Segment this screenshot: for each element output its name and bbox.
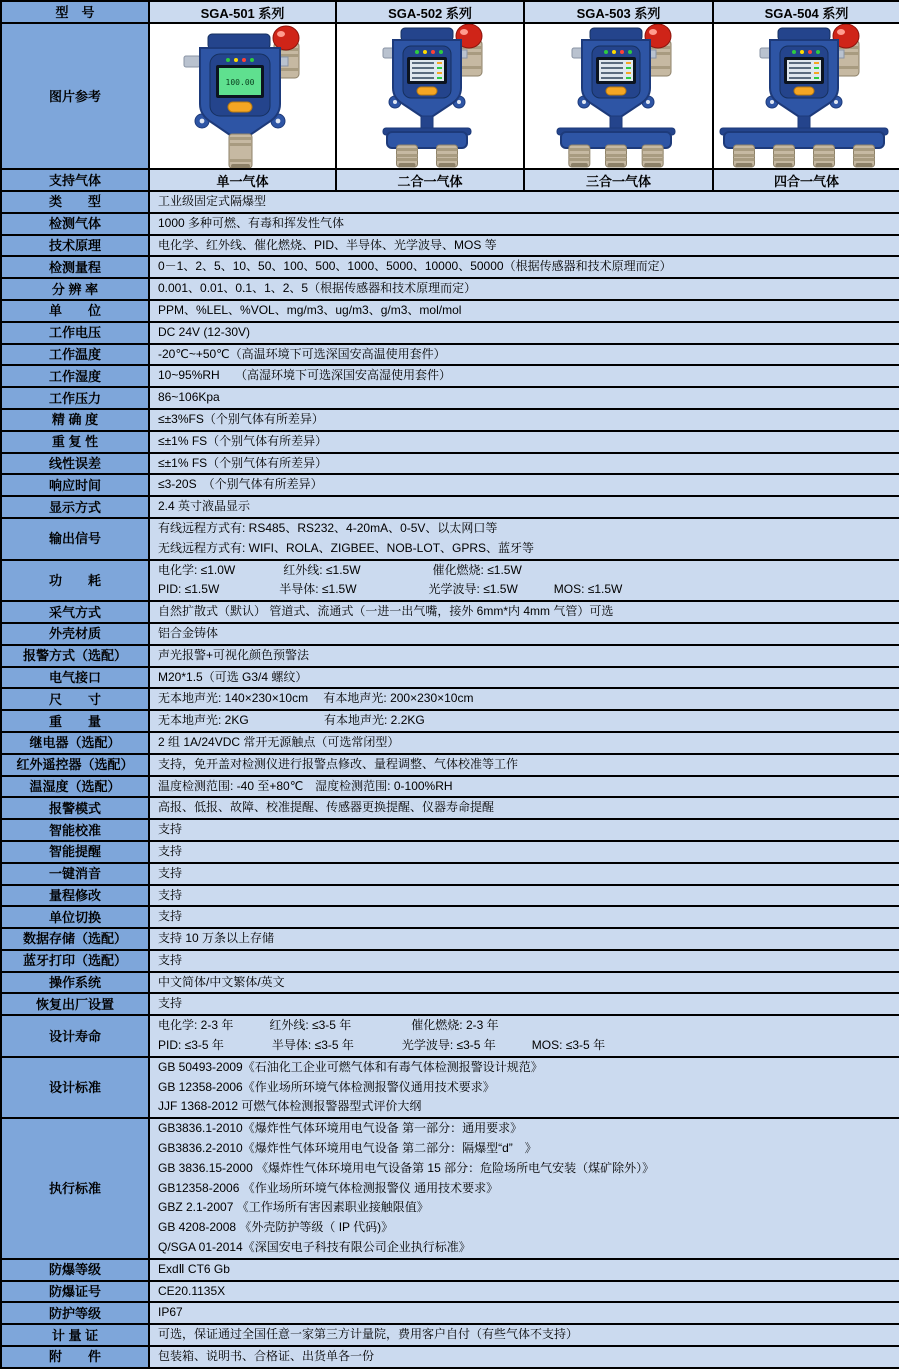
value-line: ≤±3%FS（个别气体有所差异） (158, 411, 324, 426)
value-line: ExdⅡ CT6 Gb (158, 1261, 230, 1276)
value-line: 支持 10 万条以上存储 (158, 931, 275, 946)
value-line: 可选，保证通过全国任意一家第三方计量院，费用客户自付（有些气体不支持） (158, 1327, 579, 1342)
row-value (149, 797, 899, 819)
row-value (149, 213, 899, 235)
detector-illustration (152, 24, 334, 168)
value-line: 铝合金铸体 (158, 625, 219, 640)
row-value (149, 710, 899, 732)
row-label: 外壳材质 (1, 623, 149, 645)
row-label: 智能校准 (1, 819, 149, 841)
row-label: 功 耗 (1, 560, 149, 602)
status-led-icon (242, 58, 246, 62)
row-value (149, 518, 899, 560)
status-led-icon (234, 58, 238, 62)
model-header: SGA-503 系列 (524, 1, 713, 23)
value-line: 电化学、红外线、催化燃烧、PID、半导体、光学波导、MOS 等 (158, 237, 497, 252)
value-line: 2 组 1A/24VDC 常开无源触点（可选常闭型） (158, 734, 400, 749)
row-label: 报警方式（选配） (1, 645, 149, 667)
value-line: M20*1.5（可选 G3/4 螺纹） (158, 669, 308, 684)
row-label: 响应时间 (1, 474, 149, 496)
sensor-probe-icon (229, 134, 252, 168)
product-image-SGA-503 (524, 23, 713, 169)
row-label: 附 件 (1, 1346, 149, 1368)
value-line: 支持 (158, 822, 183, 837)
row-value (149, 256, 899, 278)
row-value (149, 950, 899, 972)
value-line: 支持 (158, 952, 183, 967)
row-value (149, 300, 899, 322)
row-label: 执行标准 (1, 1118, 149, 1259)
row-value (149, 601, 899, 623)
status-led-icon (431, 50, 435, 54)
value-line: 有线远程方式有: RS485、RS232、4-20mA、0-5V、以太网口等 (158, 520, 498, 535)
sensor-probe-icon (773, 145, 794, 167)
status-led-icon (423, 50, 427, 54)
value-line: GB 12358-2006《作业场所环境气体检测报警仪通用技术要求》 (158, 1079, 495, 1094)
row-label: 分 辨 率 (1, 278, 149, 300)
row-value (149, 1118, 899, 1259)
row-label: 工作电压 (1, 322, 149, 344)
row-value (149, 1324, 899, 1346)
row-value (149, 387, 899, 409)
row-label: 恢复出厂设置 (1, 993, 149, 1015)
row-label: 线性误差 (1, 453, 149, 475)
row-label: 设计寿命 (1, 1015, 149, 1057)
row-value (149, 732, 899, 754)
row-value (149, 1015, 899, 1057)
row-label: 数据存储（选配） (1, 928, 149, 950)
row-label: 计 量 证 (1, 1324, 149, 1346)
value-line: 10~95%RH （高湿环境下可选深国安高湿使用套件） (158, 368, 452, 383)
value-line: 支持 (158, 996, 183, 1011)
row-value (149, 688, 899, 710)
value-line: 支持，免开盖对检测仪进行报警点修改、量程调整、气体校准等工作 (158, 756, 519, 771)
row-label: 输出信号 (1, 518, 149, 560)
status-led-icon (628, 50, 632, 54)
row-label: 报警模式 (1, 797, 149, 819)
status-led-icon (604, 50, 608, 54)
sensor-probe-icon (813, 145, 834, 167)
row-label: 智能提醒 (1, 841, 149, 863)
status-led-icon (439, 50, 443, 54)
row-value (149, 928, 899, 950)
row-label: 显示方式 (1, 496, 149, 518)
status-led-icon (792, 50, 796, 54)
row-label: 继电器（选配） (1, 732, 149, 754)
row-value (149, 278, 899, 300)
status-led-icon (800, 50, 804, 54)
value-line: 自然扩散式（默认） 管道式、流通式（一进一出气嘴，接外 6mm*内 4mm 气管）可选 (158, 604, 614, 619)
row-label: 单位切换 (1, 906, 149, 928)
row-value (149, 645, 899, 667)
row-label: 尺 寸 (1, 688, 149, 710)
lcd-reading: 100.00 (225, 78, 254, 87)
value-line: 1000 多种可燃、有毒和挥发性气体 (158, 215, 345, 230)
row-value (149, 322, 899, 344)
gas-type-value: 单一气体 (149, 169, 336, 191)
button-icon (606, 87, 626, 95)
row-value (149, 993, 899, 1015)
row-value (149, 776, 899, 798)
row-value (149, 1259, 899, 1281)
status-led-icon (612, 50, 616, 54)
row-label: 电气接口 (1, 667, 149, 689)
button-icon (228, 102, 252, 112)
value-line: 2.4 英寸液晶显示 (158, 499, 251, 514)
row-value (149, 667, 899, 689)
value-line: GB 4208-2008 《外壳防护等级（ IP 代码)》 (158, 1220, 394, 1235)
value-line: 支持 (158, 887, 183, 902)
value-line: 工业级固定式隔爆型 (158, 194, 267, 208)
row-label: 防爆证号 (1, 1281, 149, 1303)
row-label: 一键消音 (1, 863, 149, 885)
row-label: 工作湿度 (1, 365, 149, 387)
row-value (149, 431, 899, 453)
row-label: 防护等级 (1, 1302, 149, 1324)
value-line: GB 50493-2009《石油化工企业可燃气体和有毒气体检测报警设计规范》 (158, 1059, 543, 1074)
value-line: PPM、%LEL、%VOL、mg/m3、ug/m3、g/m3、mol/mol (158, 302, 462, 317)
row-label: 温湿度（选配） (1, 776, 149, 798)
detector-illustration (339, 24, 521, 168)
value-line: 0.001、0.01、0.1、1、2、5（根据传感器和技术原理而定） (158, 281, 477, 296)
row-label: 操作系统 (1, 972, 149, 994)
value-line: JJF 1368-2012 可燃气体检测报警器型式评价大纲 (158, 1099, 422, 1114)
row-value (149, 623, 899, 645)
row-label: 防爆等级 (1, 1259, 149, 1281)
row-value (149, 972, 899, 994)
sensor-probe-icon (853, 145, 874, 167)
row-label: 蓝牙打印（选配） (1, 950, 149, 972)
row-value (149, 885, 899, 907)
row-value (149, 191, 899, 213)
row-value (149, 496, 899, 518)
row-label: 量程修改 (1, 885, 149, 907)
row-value (149, 453, 899, 475)
value-line: 包装箱、说明书、合格证、出货单各一份 (158, 1349, 375, 1364)
detector-illustration (528, 24, 710, 168)
value-line: 支持 (158, 865, 183, 880)
row-value (149, 1281, 899, 1303)
value-line: DC 24V (12-30V) (158, 324, 251, 339)
row-value (149, 1346, 899, 1368)
status-led-icon (808, 50, 812, 54)
row-label: 采气方式 (1, 601, 149, 623)
value-line: 无线远程方式有: WIFI、ROLA、ZIGBEE、NOB-LOT、GPRS、蓝牙等 (158, 540, 535, 555)
status-led-icon (250, 58, 254, 62)
value-line: 中文简体/中文繁体/英文 (158, 974, 285, 989)
value-line: 温度检测范围: -40 至+80℃ 湿度检测范围: 0-100%RH (158, 778, 453, 793)
row-label: 重 量 (1, 710, 149, 732)
row-value (149, 754, 899, 776)
gas-type-value: 三合一气体 (524, 169, 713, 191)
value-line: -20℃~+50℃（高温环境下可选深国安高温使用套件） (158, 346, 446, 361)
status-led-icon (816, 50, 820, 54)
model-header: SGA-501 系列 (149, 1, 336, 23)
value-line: ≤±1% FS（个别气体有所差异） (158, 455, 328, 470)
value-line: GB3836.1-2010《爆炸性气体环境用电气设备 第一部分：通用要求》 (158, 1121, 523, 1136)
row-label-model: 型 号 (1, 1, 149, 23)
sensor-probe-icon (397, 145, 418, 167)
value-line: 无本地声光: 140×230×10cm 有本地声光: 200×230×10cm (158, 691, 474, 706)
button-icon (794, 87, 814, 95)
value-line: 支持 (158, 909, 183, 924)
product-image-SGA-504 (713, 23, 899, 169)
value-line: PID: ≤3-5 年 半导体: ≤3-5 年 光学波导: ≤3-5 年 MOS: ≤3-5 年 (158, 1038, 606, 1053)
value-line: Q/SGA 01-2014《深国安电子科技有限公司企业执行标准》 (158, 1240, 471, 1255)
value-line: 0－1、2、5、10、50、100、500、1000、5000、10000、50000（根据传感器和技术原理而定） (158, 259, 672, 274)
value-line: 高报、低报、故障、校准提醒、传感器更换提醒、仪器寿命提醒 (158, 800, 495, 815)
status-led-icon (226, 58, 230, 62)
value-line: ≤±1% FS（个别气体有所差异） (158, 433, 328, 448)
sensor-probe-icon (437, 145, 458, 167)
spec-table-body (1, 1, 899, 1368)
value-line: GB3836.2-2010《爆炸性气体环境用电气设备 第二部分：隔爆型“d” 》 (158, 1141, 537, 1156)
row-value (149, 863, 899, 885)
value-line: ≤3-20S （个别气体有所差异） (158, 477, 323, 492)
sensor-probe-icon (733, 145, 754, 167)
product-image-SGA-501 (149, 23, 336, 169)
gas-type-value: 四合一气体 (713, 169, 899, 191)
row-value (149, 474, 899, 496)
row-label: 精 确 度 (1, 409, 149, 431)
row-value (149, 344, 899, 366)
row-label: 技术原理 (1, 235, 149, 257)
sensor-probe-icon (605, 145, 626, 167)
row-value (149, 841, 899, 863)
row-value (149, 560, 899, 602)
value-line: GBZ 2.1-2007 《工作场所有害因素职业接触限值》 (158, 1200, 429, 1215)
sensor-probe-icon (568, 145, 589, 167)
status-led-icon (415, 50, 419, 54)
status-led-icon (620, 50, 624, 54)
value-line: 无本地声光: 2KG 有本地声光: 2.2KG (158, 713, 425, 728)
row-value (149, 235, 899, 257)
value-line: 86~106Kpa (158, 390, 220, 405)
row-value (149, 906, 899, 928)
value-line: GB12358-2006 《作业场所环境气体检测报警仪 通用技术要求》 (158, 1180, 499, 1195)
value-line: 电化学: 2-3 年 红外线: ≤3-5 年 催化燃烧: 2-3 年 (158, 1018, 499, 1033)
row-label-image: 图片参考 (1, 23, 149, 169)
row-label-gas: 支持气体 (1, 169, 149, 191)
row-value (149, 409, 899, 431)
row-label: 类 型 (1, 191, 149, 213)
gas-type-value: 二合一气体 (336, 169, 524, 191)
row-value (149, 1057, 899, 1118)
row-label: 工作压力 (1, 387, 149, 409)
row-value (149, 1302, 899, 1324)
row-label: 检测气体 (1, 213, 149, 235)
value-line: 支持 (158, 843, 183, 858)
value-line: IP67 (158, 1305, 183, 1320)
value-line: CE20.1135X (158, 1283, 226, 1298)
row-value (149, 365, 899, 387)
detector-illustration (716, 24, 898, 168)
model-header: SGA-504 系列 (713, 1, 899, 23)
row-value (149, 819, 899, 841)
row-label: 红外遥控器（选配） (1, 754, 149, 776)
row-label: 单 位 (1, 300, 149, 322)
model-header: SGA-502 系列 (336, 1, 524, 23)
value-line: PID: ≤1.5W 半导体: ≤1.5W 光学波导: ≤1.5W MOS: ≤1.5W (158, 582, 623, 597)
value-line: 电化学: ≤1.0W 红外线: ≤1.5W 催化燃烧: ≤1.5W (158, 562, 522, 577)
value-line: 声光报警+可视化颜色预警法 (158, 647, 310, 662)
row-label: 设计标准 (1, 1057, 149, 1118)
sensor-probe-icon (642, 145, 663, 167)
row-label: 检测量程 (1, 256, 149, 278)
value-line: GB 3836.15-2000 《爆炸性气体环境用电气设备第 15 部分：危险场所电气安装（煤矿除外）》 (158, 1160, 655, 1175)
product-image-SGA-502 (336, 23, 524, 169)
button-icon (417, 87, 437, 95)
row-label: 重 复 性 (1, 431, 149, 453)
row-label: 工作温度 (1, 344, 149, 366)
